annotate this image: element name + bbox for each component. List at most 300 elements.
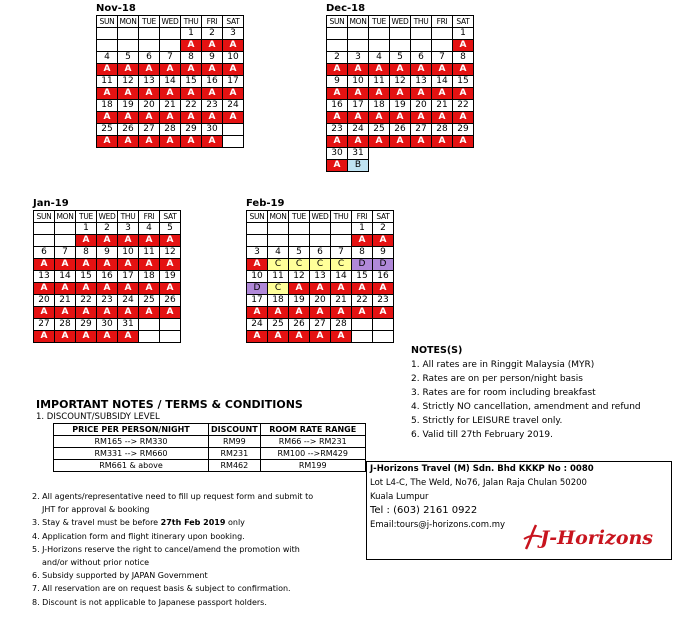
availability-cell: A	[411, 88, 432, 100]
availability-cell: A	[390, 136, 411, 148]
weekday-header: TUE	[139, 16, 160, 28]
price-cell: RM661 & above	[54, 460, 209, 472]
date-cell: 9	[202, 52, 223, 64]
availability-cell: D	[352, 259, 373, 271]
availability-cell: A	[181, 136, 202, 148]
availability-cell: A	[181, 88, 202, 100]
date-cell: 2	[327, 52, 348, 64]
availability-cell: A	[327, 88, 348, 100]
date-row	[97, 100, 244, 112]
availability-cell: A	[352, 283, 373, 295]
availability-cell: A	[118, 112, 139, 124]
company-logo	[540, 527, 653, 549]
terms-list	[32, 490, 313, 609]
availability-cell: A	[76, 259, 97, 271]
availability-cell: A	[327, 64, 348, 76]
date-cell: 4	[139, 223, 160, 235]
availability-cell: A	[34, 259, 55, 271]
availability-cell: A	[139, 88, 160, 100]
calendar-nov-18	[96, 3, 244, 148]
weekday-header: MON	[119, 17, 137, 26]
term-item	[32, 516, 313, 529]
date-cell	[34, 223, 55, 235]
date-cell: 8	[181, 52, 202, 64]
availability-cell: A	[348, 136, 369, 148]
discount-table	[53, 423, 366, 472]
availability-cell: A	[432, 88, 453, 100]
important-notes	[36, 398, 366, 472]
availability-cell: A	[453, 88, 474, 100]
availability-cell: A	[118, 88, 139, 100]
date-row	[327, 28, 474, 40]
availability-cell: C	[268, 259, 289, 271]
date-cell: 6	[310, 247, 331, 259]
availability-cell: A	[327, 112, 348, 124]
weekday-header: SUN	[327, 16, 348, 28]
availability-row	[97, 40, 244, 52]
note-item: 3. Rates are for room including breakfast	[411, 388, 596, 398]
date-cell: 13	[310, 271, 331, 283]
company-name: J-Horizons Travel (M) Sdn. Bhd KKKP No : 0080	[370, 464, 594, 474]
logo-swoosh-icon	[522, 523, 544, 553]
date-cell: 26	[118, 124, 139, 136]
date-cell: 20	[139, 100, 160, 112]
discount-cell: RM462	[209, 460, 261, 472]
availability-cell: A	[160, 283, 181, 295]
date-cell	[139, 28, 160, 40]
table-row	[54, 460, 366, 472]
term-item: 6. Subsidy supported by JAPAN Government	[32, 571, 208, 581]
availability-cell: A	[390, 88, 411, 100]
date-cell: 4	[268, 247, 289, 259]
availability-cell: A	[373, 283, 394, 295]
date-cell: 11	[369, 76, 390, 88]
date-cell: 22	[453, 100, 474, 112]
date-cell: 10	[118, 247, 139, 259]
availability-cell: A	[453, 40, 474, 52]
availability-cell: A	[390, 64, 411, 76]
weekday-header: THU	[181, 16, 202, 28]
availability-cell: A	[181, 112, 202, 124]
availability-cell: A	[369, 136, 390, 148]
notes-title: NOTES(S)	[411, 345, 463, 356]
availability-cell: A	[373, 235, 394, 247]
date-cell: 6	[411, 52, 432, 64]
price-cell: RM165 --> RM330	[54, 436, 209, 448]
date-cell: 28	[331, 319, 352, 331]
availability-cell: A	[432, 136, 453, 148]
date-row	[97, 76, 244, 88]
availability-cell: A	[453, 64, 474, 76]
availability-cell: A	[118, 259, 139, 271]
availability-cell: A	[289, 283, 310, 295]
date-cell: 13	[34, 271, 55, 283]
availability-cell	[268, 235, 289, 247]
term-item: and/or without prior notice	[42, 558, 150, 568]
term-text: only	[225, 518, 245, 528]
date-cell: 25	[139, 295, 160, 307]
availability-cell: A	[373, 307, 394, 319]
notes-section	[411, 344, 641, 442]
date-cell: 10	[223, 52, 244, 64]
date-cell: 29	[181, 124, 202, 136]
date-cell: 4	[369, 52, 390, 64]
date-row	[247, 271, 394, 283]
discount-cell: RM99	[209, 436, 261, 448]
weekday-header: FRI	[202, 16, 223, 28]
date-cell: 1	[181, 28, 202, 40]
date-cell: 11	[97, 76, 118, 88]
weekday-header: SUN	[247, 211, 268, 223]
date-cell: 11	[268, 271, 289, 283]
date-row	[327, 76, 474, 88]
table-row	[54, 436, 366, 448]
availability-row	[247, 235, 394, 247]
availability-cell: A	[331, 307, 352, 319]
date-cell: 23	[327, 124, 348, 136]
weekday-header: SAT	[160, 211, 181, 223]
availability-row	[97, 64, 244, 76]
availability-cell: A	[160, 112, 181, 124]
availability-cell: A	[76, 307, 97, 319]
date-cell: 26	[390, 124, 411, 136]
date-cell: 11	[139, 247, 160, 259]
note-item: 2. Rates are on per person/night basis	[411, 374, 583, 384]
availability-cell	[139, 331, 160, 343]
date-row	[327, 148, 474, 160]
weekday-header: TUE	[369, 16, 390, 28]
availability-cell: A	[348, 64, 369, 76]
availability-row	[327, 88, 474, 100]
weekday-header: MON	[349, 17, 367, 26]
date-cell: 10	[247, 271, 268, 283]
discount-cell: RM231	[209, 448, 261, 460]
date-cell: 20	[34, 295, 55, 307]
date-cell: 24	[118, 295, 139, 307]
calendar-jan-19	[33, 198, 181, 343]
availability-row	[34, 259, 181, 271]
term-item: JHT for approval & booking	[42, 505, 150, 515]
availability-cell	[390, 40, 411, 52]
date-cell: 30	[327, 148, 348, 160]
availability-cell: A	[411, 64, 432, 76]
availability-row	[327, 112, 474, 124]
col-header-room-rate: ROOM RATE RANGE	[260, 424, 365, 436]
date-row	[97, 52, 244, 64]
date-cell: 22	[76, 295, 97, 307]
date-cell	[331, 223, 352, 235]
availability-cell: A	[160, 136, 181, 148]
month-title: Dec-18	[326, 3, 366, 14]
availability-cell: A	[97, 64, 118, 76]
date-cell: 17	[348, 100, 369, 112]
room-rate-cell: RM199	[260, 460, 365, 472]
availability-cell: A	[181, 40, 202, 52]
weekday-header: WED	[98, 212, 116, 221]
availability-cell: A	[76, 331, 97, 343]
availability-cell: A	[76, 283, 97, 295]
availability-row	[97, 88, 244, 100]
date-cell	[348, 28, 369, 40]
availability-cell: A	[369, 88, 390, 100]
date-cell: 18	[139, 271, 160, 283]
month-title: Nov-18	[96, 3, 136, 14]
date-cell	[139, 319, 160, 331]
calendar-table	[246, 210, 394, 343]
availability-cell: A	[223, 112, 244, 124]
date-cell	[390, 28, 411, 40]
note-item: 4. Strictly NO cancellation, amendment and refund	[411, 402, 641, 412]
availability-cell: A	[432, 112, 453, 124]
date-row	[97, 28, 244, 40]
date-row	[247, 295, 394, 307]
date-cell	[310, 223, 331, 235]
note-item: 1. All rates are in Ringgit Malaysia (MYR)	[411, 360, 595, 370]
month-title: Jan-19	[33, 198, 69, 209]
date-cell: 23	[373, 295, 394, 307]
availability-cell: A	[432, 64, 453, 76]
availability-cell: A	[202, 112, 223, 124]
date-cell: 21	[160, 100, 181, 112]
col-header-price: PRICE PER PERSON/NIGHT	[54, 424, 209, 436]
date-cell: 27	[34, 319, 55, 331]
availability-cell: A	[139, 64, 160, 76]
date-cell: 23	[202, 100, 223, 112]
availability-cell: C	[268, 283, 289, 295]
availability-cell	[411, 40, 432, 52]
date-cell: 5	[160, 223, 181, 235]
date-cell: 14	[160, 76, 181, 88]
date-cell: 25	[369, 124, 390, 136]
table-row	[54, 448, 366, 460]
date-cell: 26	[289, 319, 310, 331]
availability-cell: C	[310, 259, 331, 271]
date-cell: 9	[327, 76, 348, 88]
availability-cell: A	[97, 307, 118, 319]
availability-cell: A	[118, 235, 139, 247]
date-cell: 24	[223, 100, 244, 112]
availability-cell: A	[34, 283, 55, 295]
discount-subtitle: 1. DISCOUNT/SUBSIDY LEVEL	[36, 412, 160, 422]
date-row	[34, 247, 181, 259]
date-cell: 3	[118, 223, 139, 235]
availability-cell: A	[97, 259, 118, 271]
availability-cell: A	[118, 331, 139, 343]
date-cell	[160, 28, 181, 40]
availability-cell	[97, 40, 118, 52]
availability-cell: A	[268, 307, 289, 319]
availability-cell: A	[289, 331, 310, 343]
availability-row	[34, 331, 181, 343]
date-cell	[289, 223, 310, 235]
availability-cell: A	[55, 259, 76, 271]
term-item: 7. All reservation are on request basis & subject to confirmation.	[32, 584, 291, 594]
date-cell: 16	[97, 271, 118, 283]
availability-cell: A	[247, 307, 268, 319]
weekday-header: TUE	[76, 211, 97, 223]
date-row	[327, 124, 474, 136]
date-cell: 14	[432, 76, 453, 88]
availability-cell: A	[97, 283, 118, 295]
availability-cell: A	[118, 136, 139, 148]
date-cell: 4	[97, 52, 118, 64]
calendar-table	[33, 210, 181, 343]
date-cell: 6	[139, 52, 160, 64]
availability-cell: A	[139, 259, 160, 271]
weekday-header: TUE	[289, 211, 310, 223]
date-cell: 25	[97, 124, 118, 136]
weekday-header: FRI	[352, 211, 373, 223]
availability-cell: A	[331, 331, 352, 343]
weekday-header: WED	[391, 17, 409, 26]
availability-row	[327, 160, 474, 172]
date-cell: 22	[181, 100, 202, 112]
availability-cell: A	[139, 112, 160, 124]
term-item: 5. J-Horizons reserve the right to cancel/amend the promotion with	[32, 544, 300, 554]
date-cell: 14	[55, 271, 76, 283]
term-item: 8. Discount is not applicable to Japanese passport holders.	[32, 597, 267, 607]
company-address-1: Lot L4-C, The Weld, No76, Jalan Raja Chulan 50200	[370, 478, 587, 488]
availability-cell: A	[139, 136, 160, 148]
availability-row	[247, 307, 394, 319]
date-row	[34, 223, 181, 235]
calendar-feb-19	[246, 198, 394, 343]
date-cell: 5	[390, 52, 411, 64]
col-header-discount: DISCOUNT	[209, 424, 261, 436]
date-cell: 8	[76, 247, 97, 259]
availability-cell	[352, 331, 373, 343]
date-cell: 9	[97, 247, 118, 259]
date-row	[97, 124, 244, 136]
date-row	[34, 295, 181, 307]
date-cell	[327, 28, 348, 40]
date-cell: 27	[139, 124, 160, 136]
date-cell	[411, 28, 432, 40]
availability-cell: A	[247, 259, 268, 271]
date-cell: 7	[55, 247, 76, 259]
weekday-header: SAT	[453, 16, 474, 28]
availability-row	[327, 40, 474, 52]
date-cell: 14	[331, 271, 352, 283]
term-date: 27th Feb 2019	[160, 518, 226, 528]
availability-cell: A	[76, 235, 97, 247]
date-cell: 12	[289, 271, 310, 283]
availability-cell: A	[202, 136, 223, 148]
date-cell: 2	[373, 223, 394, 235]
date-row	[247, 223, 394, 235]
date-cell: 12	[390, 76, 411, 88]
weekday-header: MON	[56, 212, 74, 221]
availability-cell: A	[160, 259, 181, 271]
availability-cell	[247, 235, 268, 247]
availability-cell: A	[348, 112, 369, 124]
weekday-header: WED	[161, 17, 179, 26]
date-cell: 15	[453, 76, 474, 88]
date-cell: 16	[327, 100, 348, 112]
availability-row	[327, 136, 474, 148]
date-cell	[369, 28, 390, 40]
availability-cell: A	[181, 64, 202, 76]
availability-cell: A	[34, 331, 55, 343]
date-cell: 8	[453, 52, 474, 64]
availability-cell	[55, 235, 76, 247]
weekday-header: MON	[269, 212, 287, 221]
date-cell	[373, 319, 394, 331]
date-row	[247, 319, 394, 331]
availability-cell: A	[202, 88, 223, 100]
availability-cell: A	[390, 112, 411, 124]
date-cell: 25	[268, 319, 289, 331]
note-item: 5. Strictly for LEISURE travel only.	[411, 416, 563, 426]
note-item: 6. Valid till 27th February 2019.	[411, 430, 553, 440]
date-cell: 2	[97, 223, 118, 235]
date-cell	[352, 319, 373, 331]
date-cell: 1	[453, 28, 474, 40]
date-cell: 18	[369, 100, 390, 112]
date-cell: 23	[97, 295, 118, 307]
availability-cell: A	[34, 307, 55, 319]
date-cell: 3	[247, 247, 268, 259]
date-cell: 20	[310, 295, 331, 307]
date-cell: 27	[411, 124, 432, 136]
date-cell: 28	[160, 124, 181, 136]
date-cell: 30	[97, 319, 118, 331]
date-cell	[268, 223, 289, 235]
calendar-table	[326, 15, 474, 172]
availability-cell: A	[247, 331, 268, 343]
logo-text: J-Horizons	[540, 527, 653, 549]
availability-cell: A	[352, 307, 373, 319]
date-cell: 17	[118, 271, 139, 283]
date-cell	[118, 28, 139, 40]
availability-cell: A	[118, 283, 139, 295]
date-cell: 7	[432, 52, 453, 64]
term-text: 3. Stay & travel must be before	[32, 518, 161, 528]
company-address-2: Kuala Lumpur	[370, 492, 429, 502]
date-cell: 17	[247, 295, 268, 307]
date-cell: 29	[76, 319, 97, 331]
term-item: 4. Application form and flight itinerary upon booking.	[32, 531, 245, 541]
date-row	[327, 52, 474, 64]
date-cell: 6	[34, 247, 55, 259]
date-row	[34, 271, 181, 283]
availability-row	[97, 136, 244, 148]
date-cell	[247, 223, 268, 235]
date-cell: 15	[76, 271, 97, 283]
availability-cell: A	[223, 64, 244, 76]
date-cell: 21	[55, 295, 76, 307]
availability-cell: A	[55, 283, 76, 295]
date-cell: 3	[348, 52, 369, 64]
date-cell	[97, 28, 118, 40]
date-cell: 19	[390, 100, 411, 112]
date-cell: 31	[348, 148, 369, 160]
availability-cell	[289, 235, 310, 247]
date-cell	[55, 223, 76, 235]
availability-cell: A	[369, 112, 390, 124]
availability-cell: A	[202, 64, 223, 76]
date-cell: 1	[352, 223, 373, 235]
availability-cell: A	[55, 331, 76, 343]
availability-cell	[223, 136, 244, 148]
availability-cell: A	[118, 307, 139, 319]
date-row	[247, 247, 394, 259]
availability-row	[247, 283, 394, 295]
company-tel: Tel : (603) 2161 0922	[370, 505, 478, 516]
availability-cell: A	[223, 88, 244, 100]
date-cell: 15	[352, 271, 373, 283]
availability-cell: A	[55, 307, 76, 319]
